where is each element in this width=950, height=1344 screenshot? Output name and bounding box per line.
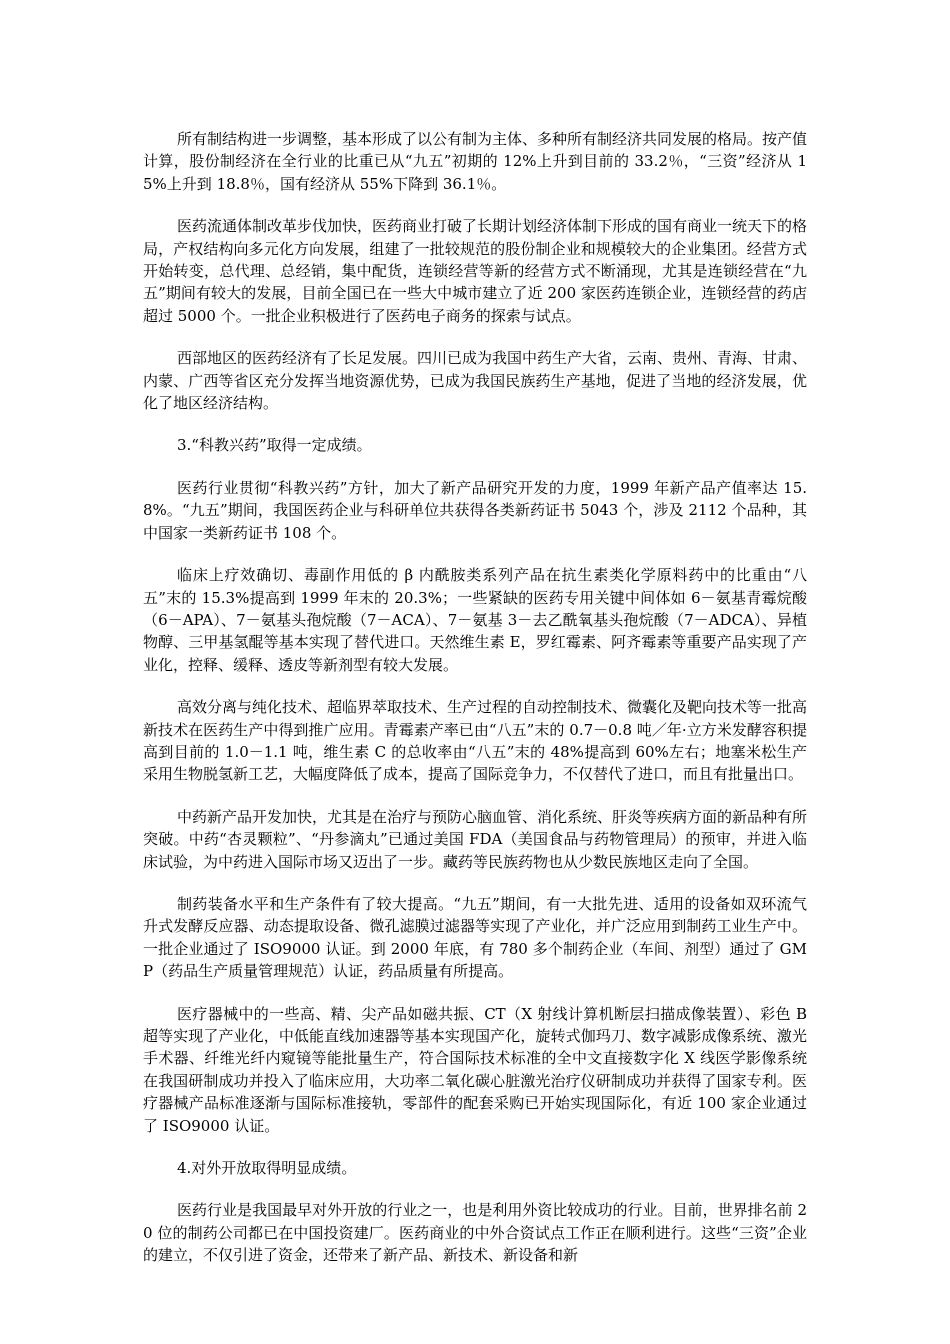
paragraph-beta-lactam: 临床上疗效确切、毒副作用低的 β 内酰胺类系列产品在抗生素类化学原料药中的比重由“八五”末的 15.3%提高到 1999 年末的 20.3%；一些紧缺的医药专用关键中间体如 6－氨基青霉烷酸（6－APA）、7－氨基头孢烷酸（7－ACA）、7－氨基 3－去乙酰氧基头孢烷酸（7－ADCA）、异植物醇、三甲基氢醌等基本实现了替代进口。天然维生素 E，罗红霉素、阿齐霉素等重要产品实现了产业化，控释、缓释、透皮等新剂型有较大发展。	[143, 566, 807, 674]
paragraph-new-products: 医药行业贯彻“科教兴药”方针，加大了新产品研究开发的力度，1999 年新产品产值率达 15.8%。“九五”期间，我国医药企业与科研单位共获得各类新药证书 5043 个，涉及 2112 个品种，其中国家一类新药证书 108 个。	[143, 478, 807, 542]
paragraph-chinese-medicine: 中药新产品开发加快，尤其是在治疗与预防心脑血管、消化系统、肝炎等疾病方面的新品种有所突破。中药“杏灵颗粒”、“丹参滴丸”已通过美国 FDA（美国食品与药物管理局）的预审，并进入临床试验，为中药进入国际市场又迈出了一步。藏药等民族药物也从少数民族地区走向了全国。	[143, 807, 808, 871]
paragraph-western-region: 西部地区的医药经济有了长足发展。四川已成为我国中药生产大省，云南、贵州、青海、甘肃、内蒙、广西等省区充分发挥当地资源优势，已成为我国民族药生产基地，促进了当地的经济发展，优化了地区经济结构。	[143, 349, 808, 413]
paragraph-opening-up: 医药行业是我国最早对外开放的行业之一，也是利用外资比较成功的行业。目前，世界排名前 20 位的制药公司都已在中国投资建厂。医药商业的中外合资试点工作正在顺利进行。这些“三资”企业的建立，不仅引进了资金，还带来了新产品、新技术、新设备和新	[143, 1201, 807, 1265]
paragraph-high-tech: 高效分离与纯化技术、超临界萃取技术、生产过程的自动控制技术、微囊化及靶向技术等一批高新技术在医药生产中得到推广应用。青霉素产率已由“八五”末的 0.7－0.8 吨／年·立方米发酵容积提高到目前的 1.0－1.1 吨，维生素 C 的总收率由“八五”末的 48%提高到 60%左右；地塞米松生产采用生物脱氢新工艺，大幅度降低了成本，提高了国际竞争力，不仅替代了进口，而且有批量出口。	[143, 698, 808, 784]
document-page	[143, 128, 807, 1267]
paragraph-equipment: 制药装备水平和生产条件有了较大提高。“九五”期间，有一大批先进、适用的设备如双环流气升式发酵反应器、动态提取设备、微孔滤膜过滤器等实现了产业化，并广泛应用到制药工业生产中。一批企业通过了 ISO9000 认证。到 2000 年底，有 780 多个制药企业（车间、剂型）通过了 GMP（药品生产质量管理规范）认证，药品质量有所提高。	[143, 894, 807, 981]
paragraph-medical-devices: 医疗器械中的一些高、精、尖产品如磁共振、CT（X 射线计算机断层扫描成像装置）、彩色 B 超等实现了产业化，中低能直线加速器等基本实现国产化，旋转式伽玛刀、数字减影成像系统、激光手术器、纤维光纤内窥镜等能批量生产，符合国际技术标准的全中文直接数字化 X 线医学影像系统在我国研制成功并投入了临床应用，大功率二氧化碳心脏激光治疗仪研制成功并获得了国家专利。医疗器械产品标准逐渐与国际标准接轨，零部件的配套采购已开始实现国际化，有近 100 家企业通过了 ISO9000 认证。	[143, 1004, 807, 1135]
section-heading-3: 3.“科教兴药”取得一定成绩。	[177, 436, 372, 455]
paragraph-distribution-reform: 医药流通体制改革步伐加快，医药商业打破了长期计划经济体制下形成的国有商业一统天下的格局，产权结构向多元化方向发展，组建了一批较规范的股份制企业和规模较大的企业集团。经营方式开始转变，总代理、总经销，集中配货，连锁经营等新的经营方式不断涌现，尤其是连锁经营在“九五”期间有较大的发展，目前全国已在一些大中城市建立了近 200 家医药连锁企业，连锁经营的药店超过 5000 个。一批企业积极进行了医药电子商务的探索与试点。	[143, 217, 808, 325]
paragraph-ownership-structure: 所有制结构进一步调整，基本形成了以公有制为主体、多种所有制经济共同发展的格局。按产值计算，股份制经济在全行业的比重已从“九五”初期的 12%上升到目前的 33.2％，“三资”经济从 15%上升到 18.8％，国有经济从 55%下降到 36.1％。	[143, 130, 808, 193]
section-heading-4: 4.对外开放取得明显成绩。	[177, 1159, 357, 1178]
